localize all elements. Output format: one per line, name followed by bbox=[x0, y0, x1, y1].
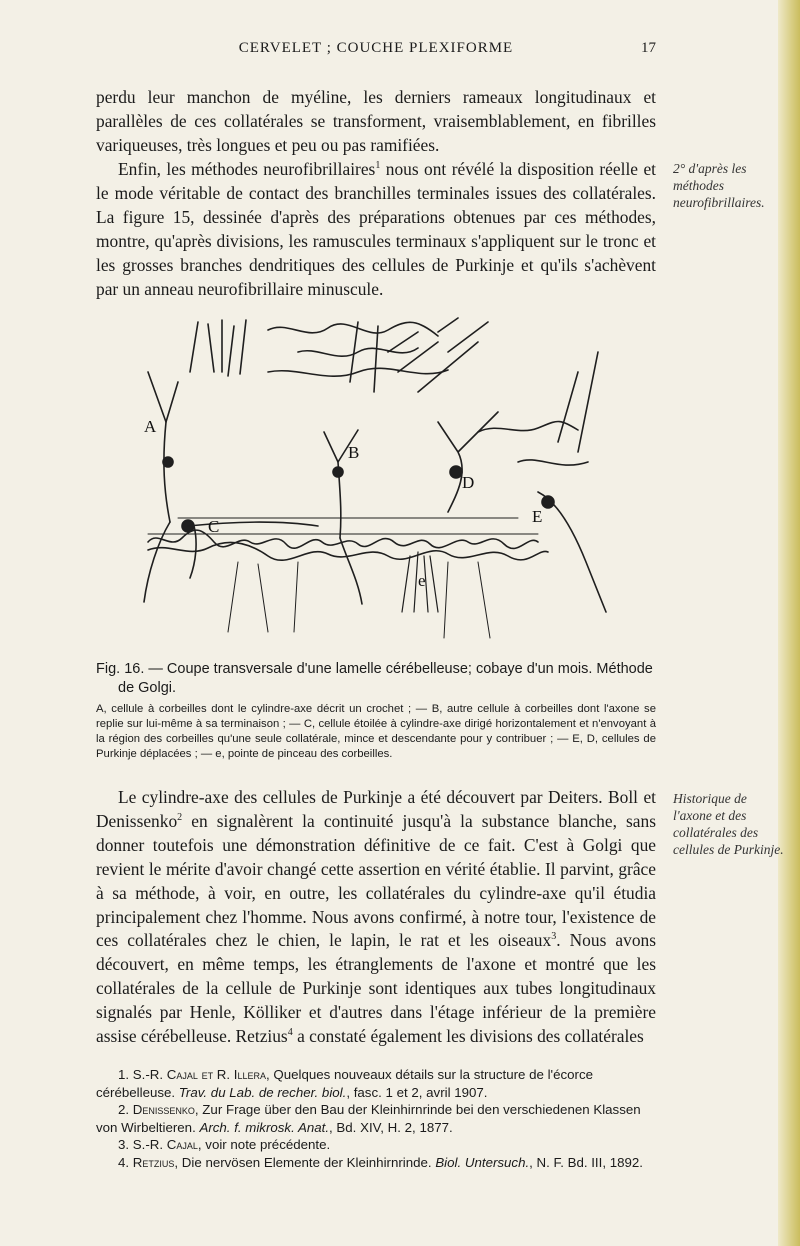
footnote-number: 3. bbox=[118, 1137, 133, 1152]
dendritic-arbor bbox=[190, 318, 488, 392]
golgi-drawing bbox=[118, 312, 638, 650]
footnote-1 bbox=[96, 1066, 656, 1101]
footnote-author: S.-R. Cajal bbox=[132, 1137, 198, 1152]
figure-caption-line2: de Golgi. bbox=[118, 680, 177, 696]
footnote-text: , voir note précédente. bbox=[197, 1137, 331, 1152]
cell-D bbox=[438, 412, 588, 512]
footnote-ref-3: 3 bbox=[551, 931, 557, 943]
paragraph-2-text-a: Enfin, les méthodes neurofibrillaires bbox=[118, 159, 376, 179]
page-number: 17 bbox=[641, 40, 656, 56]
paragraph-3-text-a: Le cylindre-axe des cellules de Purkinje a été découvert par Deiters. Boll et Denissenko bbox=[96, 787, 656, 831]
figure-caption-line1: Fig. 16. — Coupe transversale d'une lamelle cérébelleuse; cobaye d'un mois. Méthode bbox=[96, 661, 653, 677]
footnote-3 bbox=[96, 1136, 656, 1154]
footnote-author: Denissenko bbox=[132, 1102, 195, 1117]
footnote-ref-1: 1 bbox=[375, 160, 381, 172]
paragraph-2 bbox=[96, 158, 656, 301]
footnotes bbox=[96, 1066, 656, 1171]
granule-layer bbox=[228, 562, 490, 638]
footnote-journal: Arch. f. mikrosk. Anat. bbox=[199, 1119, 330, 1135]
footnote-number: 2. bbox=[118, 1102, 133, 1117]
figure-caption bbox=[96, 660, 656, 698]
running-title: CERVELET ; COUCHE PLEXIFORME bbox=[238, 40, 514, 56]
figure-label-E: E bbox=[532, 507, 543, 526]
figure-legend: A, cellule à corbeilles dont le cylindre-axe décrit un crochet ; — B, autre cellule à corbeilles dont l'axone se replie sur lui-même à sa terminaison ; — C, cellule étoilée à cylindre-axe dirigé horizontalement et n'envoyant à la région des corbeilles qu'une seule collatérale, mince et descendante pour y contribuer ; — E, D, cellules de Purkinje déplacées ; — e, pointe de pinceau des corbeilles. bbox=[96, 703, 656, 760]
footnote-text: , Die nervösen Elemente der Kleinhirnrinde. bbox=[174, 1154, 436, 1170]
footnote-journal: Biol. Untersuch. bbox=[435, 1154, 530, 1170]
paragraph-3 bbox=[96, 786, 656, 1049]
footnote-ref-4: 4 bbox=[287, 1027, 293, 1039]
figure-label-B: B bbox=[348, 443, 360, 462]
paragraph-3-text-d: a constaté également les divisions des collatérales bbox=[292, 1026, 644, 1047]
cell-A bbox=[144, 372, 178, 602]
footnote-journal: Trav. du Lab. de recher. biol. bbox=[178, 1084, 347, 1100]
footnote-text: , Quelques nouveaux détails sur la structure de l'écorce cérébelleuse. bbox=[96, 1067, 593, 1100]
cell-E bbox=[538, 352, 606, 612]
paragraph-3-text-b: en signalèrent la continuité jusqu'à la substance blanche, sans donner toutefois une démonstration définitive de ce fait. C'est à Golgi que revient le mérite d'avoir changé cette assertion en vérité établie. Il parvint, grâce à sa méthode, à voir, en outre, les collatérales du cylindre-axe qu'il étudia principalement chez l'homme. Nous avons confirmé, à notre tour, l'existence de ces collatérales chez le chien, le lapin, le rat et les oiseaux bbox=[96, 810, 656, 951]
figure-label-C: C bbox=[208, 517, 220, 536]
footnote-number: 4. bbox=[118, 1154, 133, 1170]
running-head bbox=[96, 40, 656, 62]
footnote-rest: , N. F. Bd. III, 1892. bbox=[529, 1154, 643, 1170]
footnote-author: S.-R. Cajal et R. Illera bbox=[132, 1067, 266, 1082]
figure-label-D: D bbox=[462, 473, 475, 492]
figure-16 bbox=[118, 312, 638, 650]
footnote-number: 1. bbox=[118, 1067, 133, 1082]
footnote-author: Retzius bbox=[132, 1154, 175, 1170]
footnote-text: , Zur Frage über den Bau der Kleinhirnrinde bei den verschiedenen Klassen von Wirbeltieren. bbox=[96, 1102, 641, 1135]
paragraph-2-text-b: nous ont révélé la disposition réelle et le mode véritable de contact des branchilles terminales issues des collatérales. La figure 15, dessinée d'après des préparations obtenues par ces méthodes, montre, qu'après divisions, les ramuscules terminaux s'appliquent sur le tronc et les grosses branches dendritiques des cellules de Purkinje et qu'ils s'achèvent par un anneau neurofibrillaire minuscule. bbox=[96, 159, 656, 299]
paragraph-1: perdu leur manchon de myéline, les derniers rameaux longitudinaux et parallèles de ces collatérales se transforment, vraisemblablement, en fibrilles variqueuses, très longues et peu ou pas ramifiées. bbox=[96, 87, 656, 155]
footnote-ref-2: 2 bbox=[177, 812, 183, 824]
paragraph-3-text-c: . Nous avons découvert, en même temps, les étranglements de l'axone et montré que les collatérales de la cellule de Purkinje sont identiques aux tubes longitudinaux signalés par Henle, Kölliker et d'autres dans l'étage inférieur de la première assise cérébelleuse. Retzius bbox=[96, 930, 656, 1047]
margin-note-neurofibrillaires: 2° d'après les méthodes neurofibrillaires. bbox=[673, 161, 765, 210]
footnote-rest: , fasc. 1 et 2, avril 1907. bbox=[346, 1084, 488, 1100]
margin-note-historique: Historique de l'axone et des collatérales des cellules de Purkinje. bbox=[673, 791, 784, 857]
footnote-4 bbox=[96, 1154, 656, 1172]
footnote-rest: , Bd. XIV, H. 2, 1877. bbox=[329, 1119, 453, 1135]
footnote-2 bbox=[96, 1101, 656, 1136]
figure-label-A: A bbox=[144, 417, 157, 436]
figure-label-e: e bbox=[418, 571, 426, 590]
